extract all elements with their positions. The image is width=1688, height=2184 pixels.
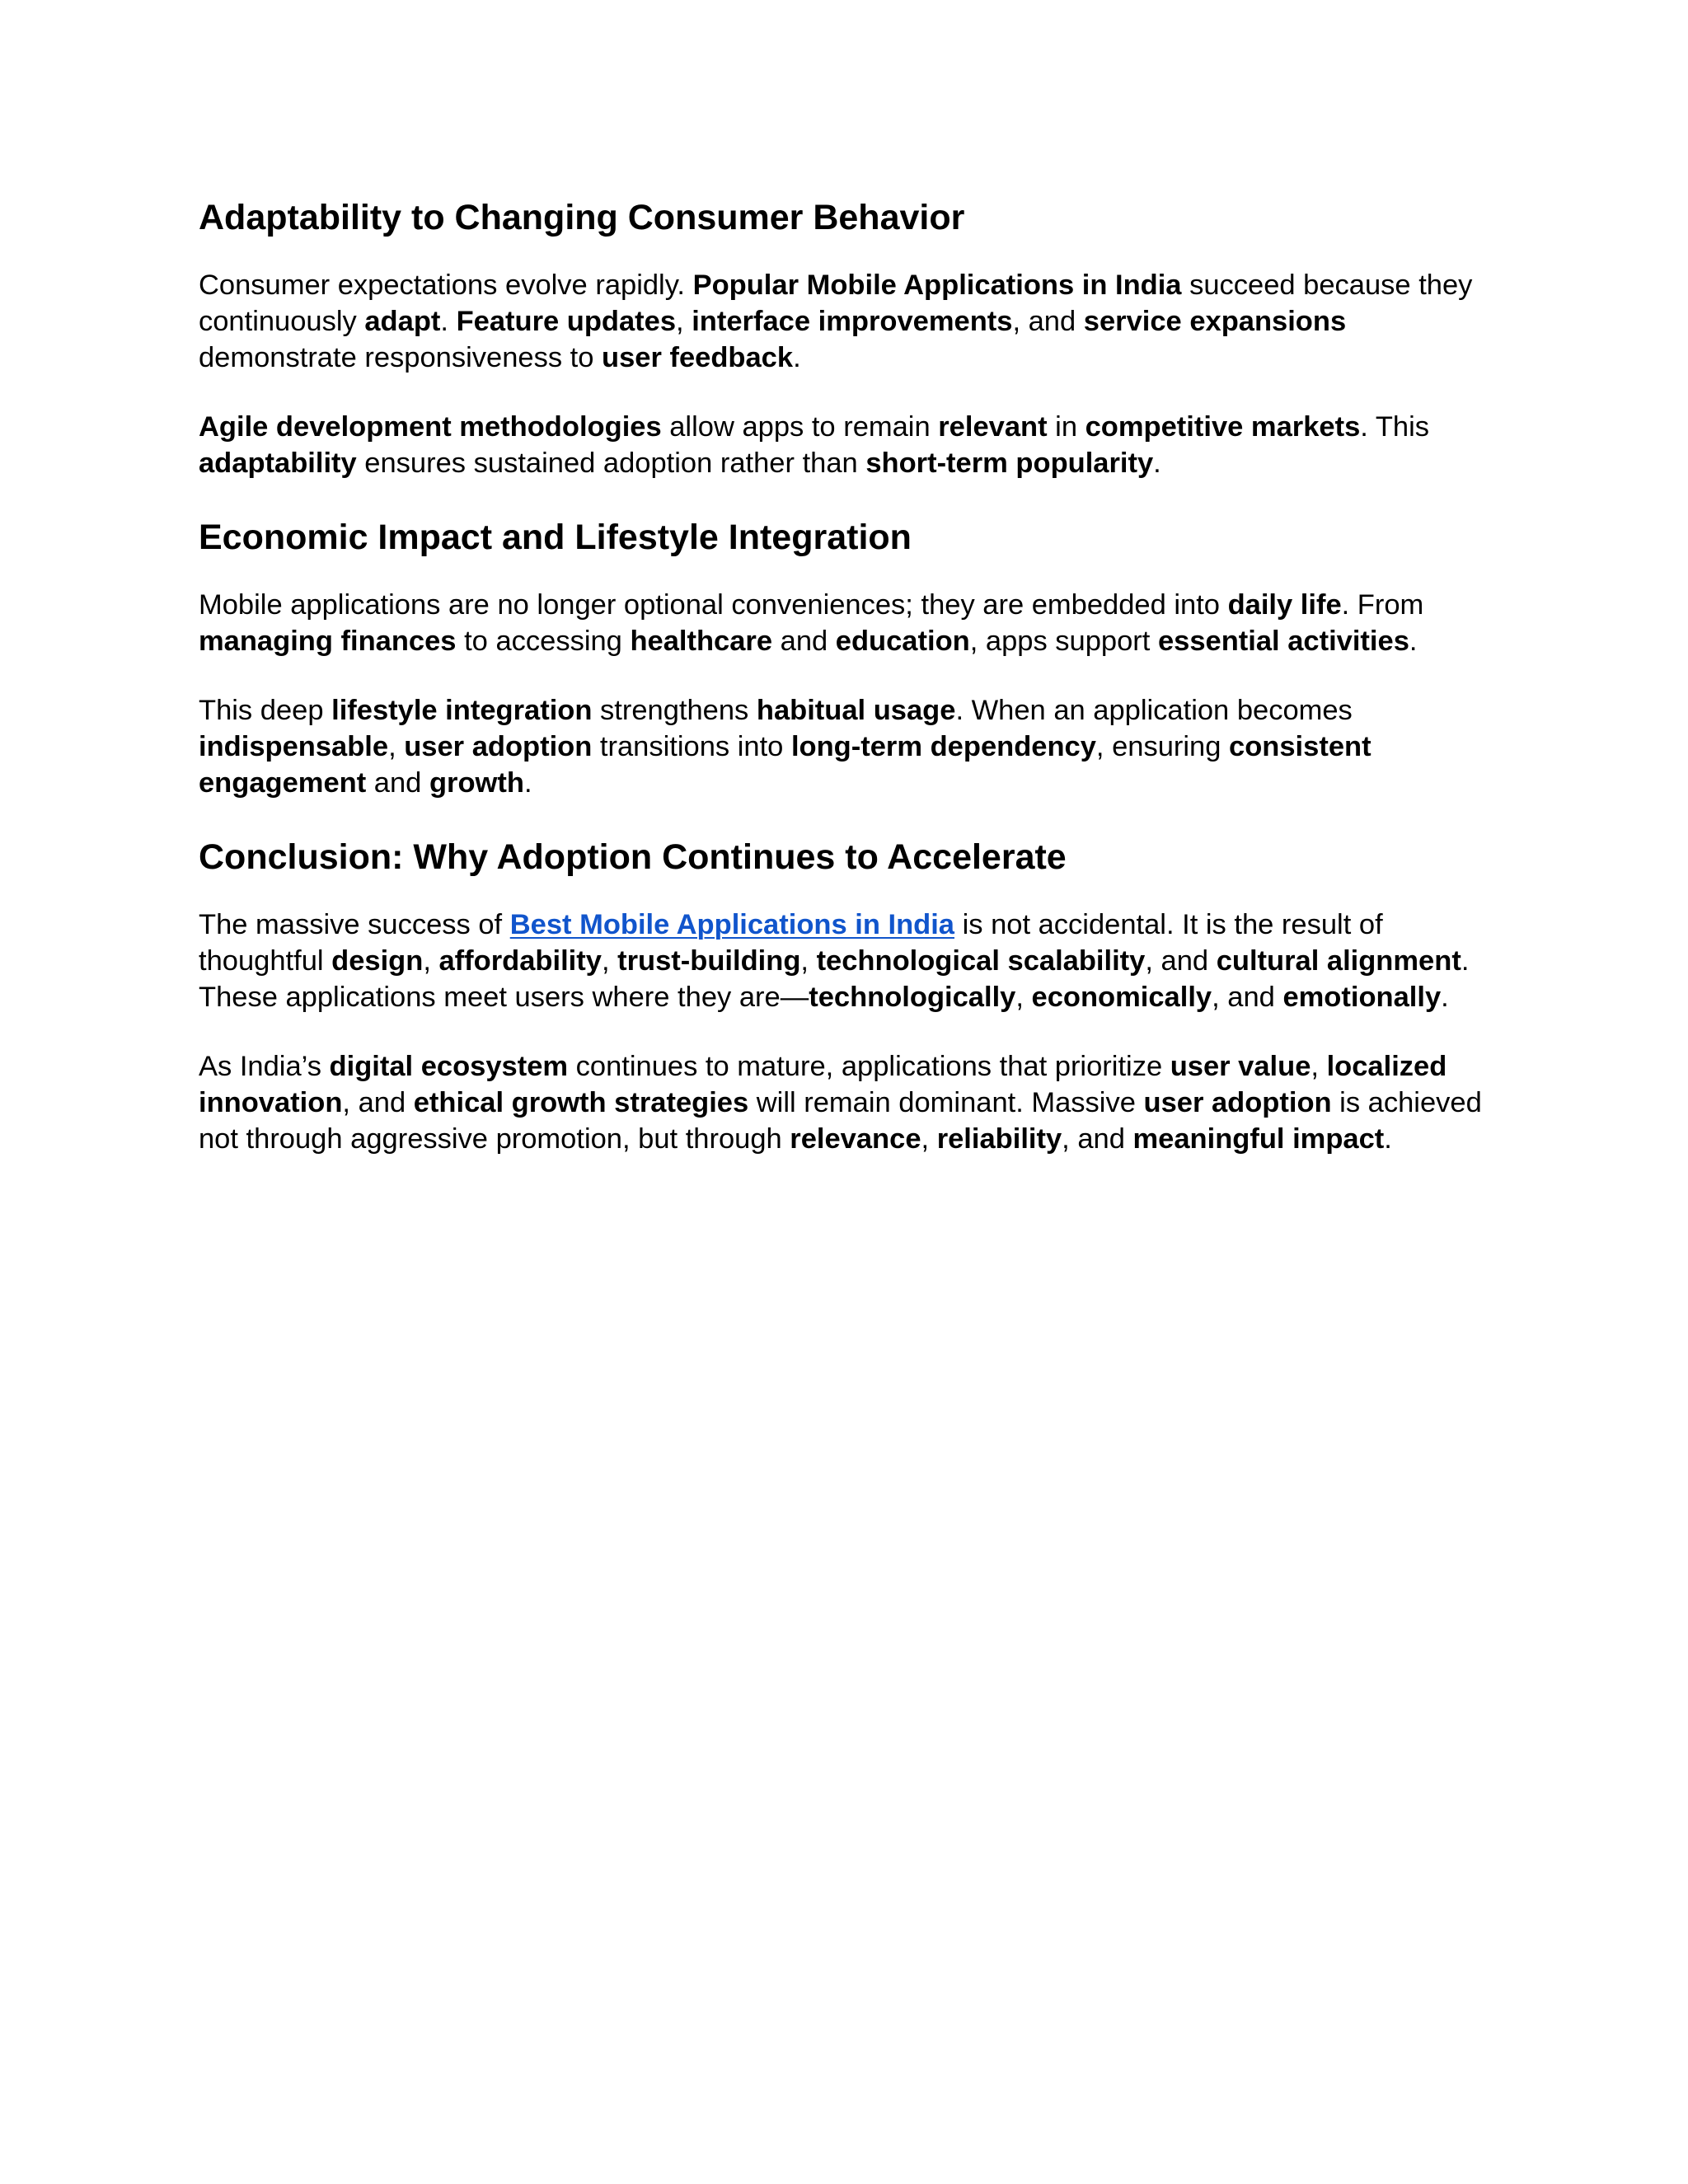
body-paragraph <box>199 907 1509 1015</box>
bold-phrase: user adoption <box>1143 1087 1332 1118</box>
bold-phrase: essential activities <box>1157 626 1409 657</box>
text-run: . This <box>1360 411 1429 443</box>
bold-phrase: economically <box>1031 982 1212 1013</box>
text-run: . When an application becomes <box>955 695 1353 726</box>
bold-phrase: consistent engagement <box>199 731 1372 799</box>
text-run: , ensuring <box>1095 731 1230 762</box>
bold-phrase: interface improvements <box>692 306 1013 337</box>
text-run: is not accidental. It is the result of thoughtful <box>199 909 1383 977</box>
bold-phrase: relevant <box>938 411 1048 443</box>
bold-phrase: growth <box>429 767 524 799</box>
bold-phrase: adaptability <box>199 448 357 479</box>
body-paragraph <box>199 267 1509 376</box>
text-run: . From <box>1341 589 1424 621</box>
bold-phrase: Agile development methodologies <box>199 411 662 443</box>
bold-phrase: localized innovation <box>199 1051 1447 1118</box>
bold-phrase: habitual usage <box>756 695 956 726</box>
text-run: , <box>800 945 817 977</box>
section-heading: Economic Impact and Lifestyle Integration <box>199 518 912 557</box>
bold-phrase: digital ecosystem <box>329 1051 569 1082</box>
bold-phrase: indispensable <box>199 731 389 762</box>
text-run: , <box>1015 982 1032 1013</box>
text-run: Mobile applications are no longer optional conveniences; they are embedded into <box>199 589 1228 621</box>
bold-phrase: reliability <box>936 1123 1062 1155</box>
bold-phrase: healthcare <box>630 626 773 657</box>
bold-phrase: competitive markets <box>1085 411 1361 443</box>
text-run: , and <box>1212 982 1283 1013</box>
section-heading: Adaptability to Changing Consumer Behavior <box>199 198 965 237</box>
text-run: , and <box>342 1087 414 1118</box>
text-run: Consumer expectations evolve rapidly. <box>199 269 693 301</box>
text-run: , <box>676 306 692 337</box>
text-run: , and <box>1145 945 1217 977</box>
text-run: . <box>440 306 457 337</box>
text-run: , and <box>1062 1123 1133 1155</box>
bold-phrase: user adoption <box>404 731 593 762</box>
document-page <box>199 194 1509 1190</box>
bold-phrase: service expansions <box>1083 306 1347 337</box>
text-run: The massive success of <box>199 909 510 940</box>
bold-phrase: education <box>835 626 970 657</box>
text-run: . <box>1441 982 1449 1013</box>
text-run: transitions into <box>592 731 791 762</box>
text-run: , <box>423 945 439 977</box>
text-run: , <box>921 1123 937 1155</box>
body-paragraph <box>199 692 1509 801</box>
document-section <box>199 834 1509 1157</box>
inline-link[interactable]: Best Mobile Applications in India <box>509 909 954 940</box>
bold-phrase: short-term popularity <box>865 448 1154 479</box>
text-run: succeed because they continuously <box>199 269 1473 337</box>
document-section <box>199 514 1509 801</box>
bold-phrase: managing finances <box>199 626 457 657</box>
bold-phrase: trust-building <box>617 945 801 977</box>
bold-phrase: long-term dependency <box>790 731 1096 762</box>
text-run: . <box>793 342 801 373</box>
text-run: is achieved not through aggressive promotion, but through <box>199 1087 1482 1155</box>
bold-phrase: ethical growth strategies <box>413 1087 749 1118</box>
body-paragraph <box>199 1048 1509 1157</box>
text-run: . <box>1153 448 1161 479</box>
bold-phrase: user feedback <box>602 342 794 373</box>
bold-phrase: technological scalability <box>816 945 1146 977</box>
bold-phrase: Feature updates <box>456 306 677 337</box>
bold-phrase: cultural alignment <box>1216 945 1461 977</box>
bold-phrase: emotionally <box>1282 982 1442 1013</box>
text-run: , <box>601 945 618 977</box>
text-run: and <box>366 767 429 799</box>
text-run: ensures sustained adoption rather than <box>356 448 866 479</box>
bold-phrase: technologically <box>809 982 1016 1013</box>
text-run: . These applications meet users where they are— <box>199 945 1470 1013</box>
text-run: in <box>1047 411 1085 443</box>
bold-phrase: daily life <box>1227 589 1342 621</box>
bold-phrase: Popular Mobile Applications in India <box>692 269 1182 301</box>
text-run: This deep <box>199 695 332 726</box>
body-paragraph <box>199 587 1509 659</box>
text-run: to accessing <box>456 626 631 657</box>
bold-phrase: relevance <box>790 1123 921 1155</box>
text-run: , <box>388 731 405 762</box>
bold-phrase: affordability <box>438 945 602 977</box>
bold-phrase: design <box>331 945 424 977</box>
text-run: . <box>1409 626 1418 657</box>
bold-phrase: user value <box>1170 1051 1311 1082</box>
text-run: , and <box>1012 306 1084 337</box>
body-paragraph <box>199 409 1509 481</box>
bold-phrase: adapt <box>364 306 441 337</box>
bold-phrase: lifestyle integration <box>331 695 593 726</box>
text-run: , apps support <box>969 626 1158 657</box>
text-run: allow apps to remain <box>661 411 939 443</box>
bold-phrase: meaningful impact <box>1132 1123 1385 1155</box>
text-run: demonstrate responsiveness to <box>199 342 603 373</box>
text-run: As India’s <box>199 1051 330 1082</box>
text-run: . <box>1384 1123 1392 1155</box>
text-run: and <box>772 626 836 657</box>
text-run: . <box>523 767 532 799</box>
section-heading: Conclusion: Why Adoption Continues to Accelerate <box>199 837 1067 877</box>
text-run: strengthens <box>592 695 757 726</box>
text-run: continues to mature, applications that prioritize <box>568 1051 1170 1082</box>
text-run: , <box>1311 1051 1327 1082</box>
document-section <box>199 194 1509 481</box>
text-run: will remain dominant. Massive <box>748 1087 1144 1118</box>
